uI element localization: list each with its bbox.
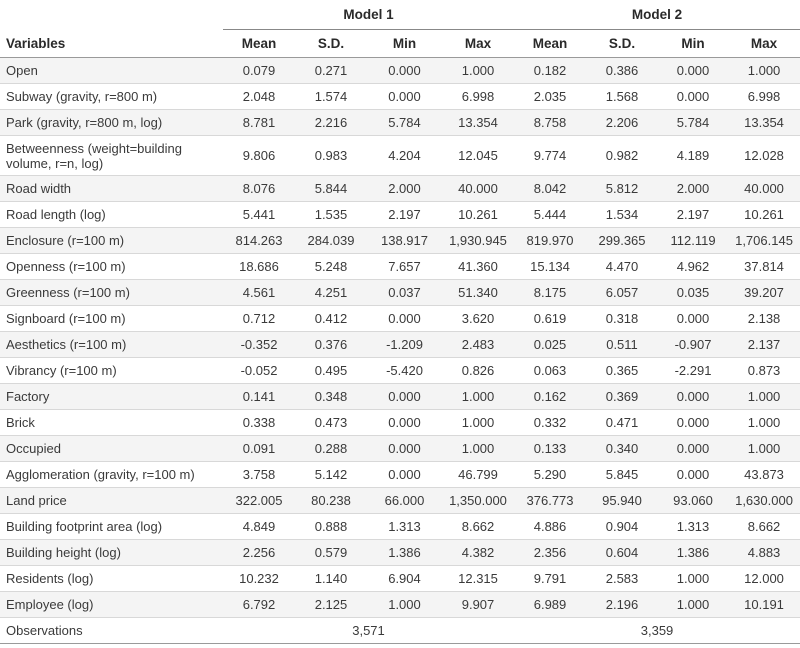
value-cell: 112.119 [658, 228, 728, 254]
value-cell: 6.998 [728, 84, 800, 110]
table-row [0, 540, 800, 566]
value-cell: 4.886 [514, 514, 586, 540]
value-cell: 1.000 [658, 566, 728, 592]
value-cell: 4.189 [658, 136, 728, 176]
value-cell: 1.000 [442, 410, 514, 436]
value-cell: 1.000 [728, 410, 800, 436]
value-cell: 0.079 [223, 58, 295, 84]
value-cell: 5.845 [586, 462, 658, 488]
value-cell: 13.354 [728, 110, 800, 136]
value-cell: 2.196 [586, 592, 658, 618]
value-cell: 46.799 [442, 462, 514, 488]
value-cell: 5.812 [586, 176, 658, 202]
blank-header-cell [0, 0, 223, 30]
variable-name: Aesthetics (r=100 m) [0, 332, 223, 358]
table-row [0, 306, 800, 332]
value-cell: 4.561 [223, 280, 295, 306]
value-cell: 9.774 [514, 136, 586, 176]
column-header: S.D. [295, 30, 367, 58]
value-cell: 0.983 [295, 136, 367, 176]
table-row [0, 358, 800, 384]
column-header: Min [367, 30, 442, 58]
value-cell: 8.042 [514, 176, 586, 202]
value-cell: 1.568 [586, 84, 658, 110]
value-cell: 0.318 [586, 306, 658, 332]
value-cell: 0.000 [658, 436, 728, 462]
value-cell: 376.773 [514, 488, 586, 514]
table-row [0, 176, 800, 202]
value-cell: 1.000 [728, 384, 800, 410]
value-cell: 0.604 [586, 540, 658, 566]
variable-name: Road width [0, 176, 223, 202]
value-cell: 0.495 [295, 358, 367, 384]
value-cell: 5.444 [514, 202, 586, 228]
table-body [0, 58, 800, 644]
column-header: Max [442, 30, 514, 58]
value-cell: 5.784 [367, 110, 442, 136]
value-cell: 10.191 [728, 592, 800, 618]
variable-name: Road length (log) [0, 202, 223, 228]
value-cell: 0.904 [586, 514, 658, 540]
value-cell: 40.000 [728, 176, 800, 202]
value-cell: 12.028 [728, 136, 800, 176]
value-cell: -0.907 [658, 332, 728, 358]
value-cell: 0.826 [442, 358, 514, 384]
variable-name: Subway (gravity, r=800 m) [0, 84, 223, 110]
value-cell: 5.142 [295, 462, 367, 488]
table-row [0, 514, 800, 540]
variable-name: Land price [0, 488, 223, 514]
value-cell: 0.000 [367, 84, 442, 110]
value-cell: 322.005 [223, 488, 295, 514]
value-cell: 18.686 [223, 254, 295, 280]
value-cell: 0.412 [295, 306, 367, 332]
value-cell: 8.781 [223, 110, 295, 136]
value-cell: 0.000 [367, 384, 442, 410]
value-cell: -0.352 [223, 332, 295, 358]
value-cell: 0.386 [586, 58, 658, 84]
value-cell: 1.574 [295, 84, 367, 110]
value-cell: 7.657 [367, 254, 442, 280]
value-cell: 1.000 [728, 436, 800, 462]
value-cell: 1,930.945 [442, 228, 514, 254]
value-cell: 1.000 [728, 58, 800, 84]
value-cell: 0.365 [586, 358, 658, 384]
value-cell: 40.000 [442, 176, 514, 202]
value-cell: 10.232 [223, 566, 295, 592]
value-cell: 1.000 [442, 58, 514, 84]
variable-name: Openness (r=100 m) [0, 254, 223, 280]
value-cell: 0.035 [658, 280, 728, 306]
table-row [0, 592, 800, 618]
table-row [0, 566, 800, 592]
value-cell: 2.138 [728, 306, 800, 332]
value-cell: 0.000 [367, 306, 442, 332]
table-row [0, 110, 800, 136]
value-cell: 6.792 [223, 592, 295, 618]
value-cell: 5.290 [514, 462, 586, 488]
value-cell: 2.035 [514, 84, 586, 110]
model-2-header: Model 2 [514, 0, 800, 30]
value-cell: 0.025 [514, 332, 586, 358]
value-cell: 95.940 [586, 488, 658, 514]
table-row [0, 202, 800, 228]
column-header-row [0, 30, 800, 58]
value-cell: 0.182 [514, 58, 586, 84]
value-cell: 1.140 [295, 566, 367, 592]
value-cell: 4.962 [658, 254, 728, 280]
table-row [0, 462, 800, 488]
table-row [0, 58, 800, 84]
value-cell: 0.982 [586, 136, 658, 176]
column-header: Mean [514, 30, 586, 58]
variable-name: Park (gravity, r=800 m, log) [0, 110, 223, 136]
variable-name: Open [0, 58, 223, 84]
value-cell: 43.873 [728, 462, 800, 488]
value-cell: 4.849 [223, 514, 295, 540]
value-cell: 0.376 [295, 332, 367, 358]
value-cell: 1,630.000 [728, 488, 800, 514]
value-cell: 0.473 [295, 410, 367, 436]
value-cell: 9.907 [442, 592, 514, 618]
value-cell: 0.471 [586, 410, 658, 436]
value-cell: 0.619 [514, 306, 586, 332]
value-cell: 1.000 [367, 592, 442, 618]
value-cell: 0.063 [514, 358, 586, 384]
table-row [0, 332, 800, 358]
value-cell: 0.873 [728, 358, 800, 384]
observations-model-1: 3,571 [223, 618, 514, 644]
table-row [0, 84, 800, 110]
model-1-header: Model 1 [223, 0, 514, 30]
column-header: S.D. [586, 30, 658, 58]
value-cell: 2.356 [514, 540, 586, 566]
value-cell: 0.037 [367, 280, 442, 306]
value-cell: 0.000 [658, 84, 728, 110]
value-cell: 2.483 [442, 332, 514, 358]
variable-name: Greenness (r=100 m) [0, 280, 223, 306]
value-cell: 15.134 [514, 254, 586, 280]
table-row [0, 410, 800, 436]
table-row [0, 280, 800, 306]
value-cell: 4.251 [295, 280, 367, 306]
value-cell: 37.814 [728, 254, 800, 280]
column-header: Mean [223, 30, 295, 58]
variable-name: Residents (log) [0, 566, 223, 592]
value-cell: 0.000 [367, 436, 442, 462]
value-cell: 2.197 [658, 202, 728, 228]
value-cell: 9.791 [514, 566, 586, 592]
model-group-header [0, 0, 800, 30]
value-cell: 1.000 [658, 592, 728, 618]
value-cell: 80.238 [295, 488, 367, 514]
value-cell: 10.261 [728, 202, 800, 228]
value-cell: 4.470 [586, 254, 658, 280]
value-cell: 2.000 [658, 176, 728, 202]
table-row [0, 136, 800, 176]
value-cell: 0.000 [658, 58, 728, 84]
value-cell: 6.904 [367, 566, 442, 592]
value-cell: 0.000 [658, 384, 728, 410]
table-row [0, 254, 800, 280]
value-cell: 51.340 [442, 280, 514, 306]
value-cell: 12.315 [442, 566, 514, 592]
value-cell: 138.917 [367, 228, 442, 254]
variable-name: Building height (log) [0, 540, 223, 566]
observations-model-2: 3,359 [514, 618, 800, 644]
value-cell: 0.141 [223, 384, 295, 410]
column-header: Max [728, 30, 800, 58]
value-cell: 12.045 [442, 136, 514, 176]
variable-name: Factory [0, 384, 223, 410]
value-cell: 0.888 [295, 514, 367, 540]
value-cell: 0.338 [223, 410, 295, 436]
value-cell: 8.662 [442, 514, 514, 540]
variable-name: Occupied [0, 436, 223, 462]
value-cell: 0.000 [367, 462, 442, 488]
value-cell: 5.441 [223, 202, 295, 228]
value-cell: 0.288 [295, 436, 367, 462]
value-cell: 13.354 [442, 110, 514, 136]
variable-name: Signboard (r=100 m) [0, 306, 223, 332]
value-cell: 41.360 [442, 254, 514, 280]
value-cell: 2.137 [728, 332, 800, 358]
value-cell: 10.261 [442, 202, 514, 228]
table-row [0, 384, 800, 410]
value-cell: 6.057 [586, 280, 658, 306]
table-row [0, 488, 800, 514]
value-cell: 2.216 [295, 110, 367, 136]
value-cell: 8.662 [728, 514, 800, 540]
value-cell: 39.207 [728, 280, 800, 306]
column-header: Min [658, 30, 728, 58]
variable-name: Enclosure (r=100 m) [0, 228, 223, 254]
value-cell: 2.125 [295, 592, 367, 618]
value-cell: 66.000 [367, 488, 442, 514]
observations-row [0, 618, 800, 644]
value-cell: 1,706.145 [728, 228, 800, 254]
value-cell: -2.291 [658, 358, 728, 384]
value-cell: 6.998 [442, 84, 514, 110]
value-cell: 1.000 [442, 436, 514, 462]
value-cell: 814.263 [223, 228, 295, 254]
value-cell: 4.883 [728, 540, 800, 566]
value-cell: 299.365 [586, 228, 658, 254]
variable-name: Brick [0, 410, 223, 436]
value-cell: 2.206 [586, 110, 658, 136]
value-cell: 0.000 [367, 58, 442, 84]
variable-name: Building footprint area (log) [0, 514, 223, 540]
value-cell: 2.048 [223, 84, 295, 110]
value-cell: 0.340 [586, 436, 658, 462]
variable-name: Employee (log) [0, 592, 223, 618]
table-row [0, 228, 800, 254]
value-cell: 1.535 [295, 202, 367, 228]
value-cell: 8.175 [514, 280, 586, 306]
variable-name: Agglomeration (gravity, r=100 m) [0, 462, 223, 488]
value-cell: 2.583 [586, 566, 658, 592]
variable-name: Vibrancy (r=100 m) [0, 358, 223, 384]
value-cell: 1.000 [442, 384, 514, 410]
value-cell: 0.000 [367, 410, 442, 436]
value-cell: 12.000 [728, 566, 800, 592]
value-cell: 284.039 [295, 228, 367, 254]
value-cell: 0.133 [514, 436, 586, 462]
value-cell: 93.060 [658, 488, 728, 514]
value-cell: 9.806 [223, 136, 295, 176]
value-cell: 0.271 [295, 58, 367, 84]
value-cell: 0.000 [658, 306, 728, 332]
value-cell: 6.989 [514, 592, 586, 618]
value-cell: 1.313 [367, 514, 442, 540]
value-cell: 4.204 [367, 136, 442, 176]
value-cell: 0.369 [586, 384, 658, 410]
value-cell: 0.091 [223, 436, 295, 462]
value-cell: 8.758 [514, 110, 586, 136]
value-cell: -1.209 [367, 332, 442, 358]
value-cell: 3.620 [442, 306, 514, 332]
value-cell: 5.784 [658, 110, 728, 136]
value-cell: 0.332 [514, 410, 586, 436]
value-cell: 1,350.000 [442, 488, 514, 514]
value-cell: 0.511 [586, 332, 658, 358]
value-cell: 0.000 [658, 410, 728, 436]
value-cell: 1.386 [658, 540, 728, 566]
value-cell: 0.579 [295, 540, 367, 566]
table-row [0, 436, 800, 462]
value-cell: 1.313 [658, 514, 728, 540]
value-cell: 2.000 [367, 176, 442, 202]
value-cell: 8.076 [223, 176, 295, 202]
variable-name: Observations [0, 618, 223, 644]
value-cell: 1.386 [367, 540, 442, 566]
value-cell: 2.197 [367, 202, 442, 228]
value-cell: 0.162 [514, 384, 586, 410]
variables-header: Variables [0, 30, 223, 58]
value-cell: 3.758 [223, 462, 295, 488]
variable-name: Betweenness (weight=building volume, r=n, log) [0, 136, 223, 176]
value-cell: -0.052 [223, 358, 295, 384]
value-cell: 0.712 [223, 306, 295, 332]
value-cell: -5.420 [367, 358, 442, 384]
value-cell: 819.970 [514, 228, 586, 254]
value-cell: 4.382 [442, 540, 514, 566]
value-cell: 0.000 [658, 462, 728, 488]
value-cell: 0.348 [295, 384, 367, 410]
value-cell: 2.256 [223, 540, 295, 566]
value-cell: 5.844 [295, 176, 367, 202]
value-cell: 1.534 [586, 202, 658, 228]
value-cell: 5.248 [295, 254, 367, 280]
